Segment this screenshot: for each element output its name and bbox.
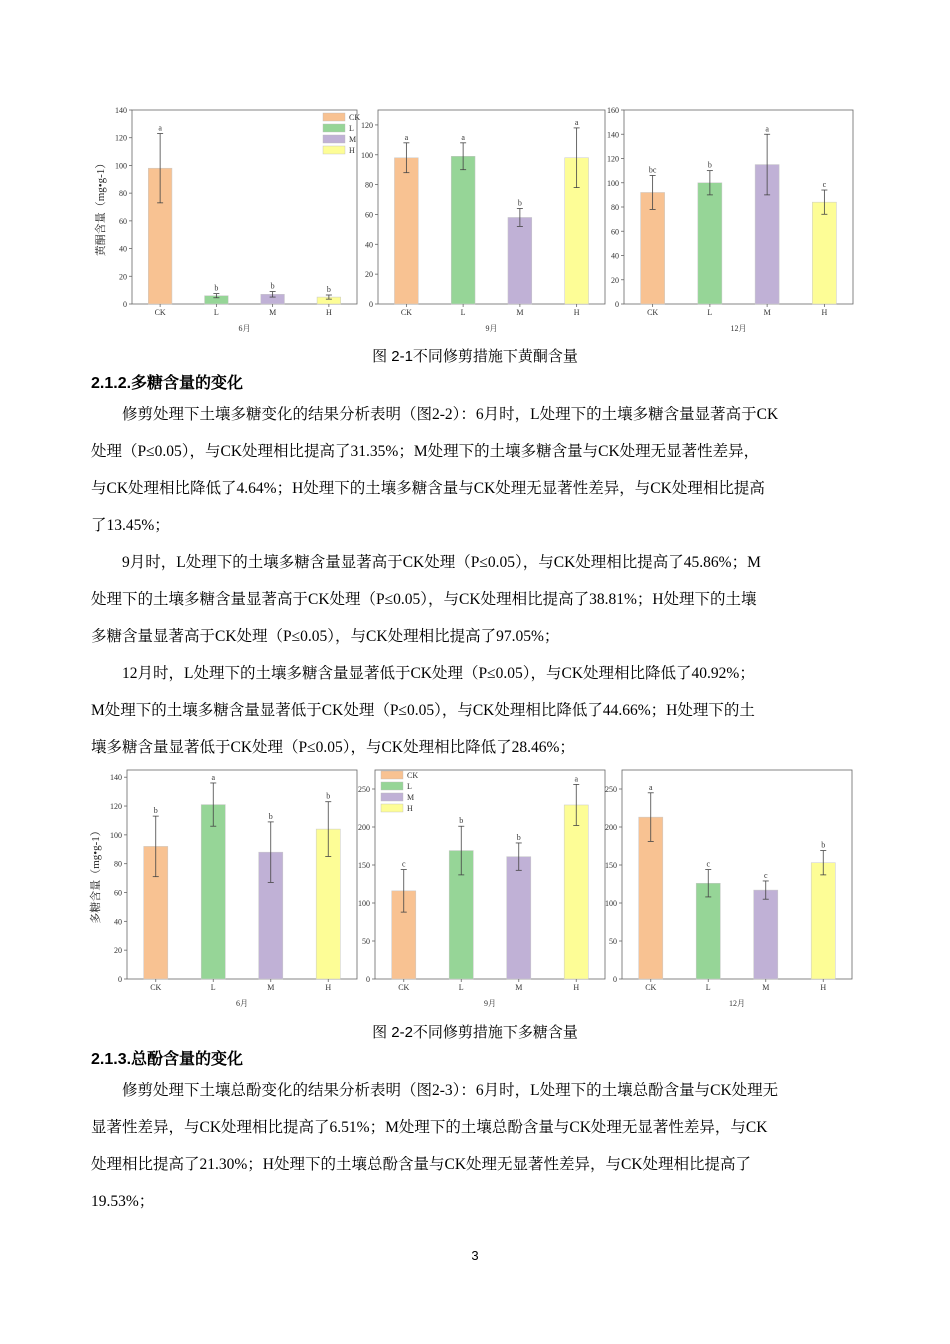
x-axis-label: 12月 bbox=[730, 324, 747, 333]
y-tick-label: 100 bbox=[607, 178, 619, 188]
y-tick-label: 100 bbox=[361, 150, 373, 160]
bar-L bbox=[201, 805, 225, 979]
paragraph-line: 处理下的土壤多糖含量显著高于CK处理（P≤0.05），与CK处理相比提高了38.81%；H处理下的土壤 bbox=[91, 591, 757, 608]
paragraph-line: 处理（P≤0.05），与CK处理相比提高了31.35%；M处理下的土壤多糖含量与CK处理无显著性差异， bbox=[91, 443, 760, 460]
legend-swatch-CK bbox=[381, 771, 403, 779]
x-tick-label: H bbox=[325, 308, 332, 317]
significance-letter: c bbox=[706, 859, 711, 869]
y-tick-label: 0 bbox=[615, 300, 619, 309]
significance-letter: c bbox=[822, 180, 827, 190]
x-tick-label: M bbox=[267, 983, 275, 992]
page-number: 3 bbox=[471, 1248, 479, 1263]
caption-label: 图 2-2 bbox=[372, 1024, 413, 1041]
figure-2-1-charts bbox=[0, 100, 950, 335]
x-tick-label: H bbox=[573, 308, 580, 317]
legend-label: M bbox=[349, 135, 357, 144]
significance-letter: b bbox=[268, 811, 273, 821]
y-tick-label: 120 bbox=[110, 802, 122, 812]
figure-2-1 bbox=[0, 100, 950, 335]
x-tick-label: M bbox=[516, 308, 524, 317]
caption-label: 图 2-1 bbox=[372, 348, 413, 365]
y-tick-label: 140 bbox=[607, 130, 619, 140]
y-tick-label: 80 bbox=[365, 180, 373, 190]
x-axis-label: 9月 bbox=[485, 324, 498, 333]
x-tick-label: M bbox=[763, 308, 771, 317]
x-tick-label: L bbox=[213, 308, 219, 317]
caption-text: 不同修剪措施下多糖含量 bbox=[412, 1025, 578, 1041]
y-tick-label: 100 bbox=[110, 830, 122, 840]
y-tick-label: 120 bbox=[361, 120, 373, 130]
y-tick-label: 0 bbox=[366, 975, 370, 984]
y-tick-label: 250 bbox=[358, 785, 370, 794]
significance-letter: a bbox=[765, 124, 769, 134]
y-tick-label: 150 bbox=[605, 861, 617, 870]
paragraph-line: M处理下的土壤多糖含量显著低于CK处理（P≤0.05），与CK处理相比降低了44.66%；H处理下的土 bbox=[91, 702, 755, 719]
x-tick-label: CK bbox=[150, 983, 162, 992]
y-tick-label: 20 bbox=[119, 272, 127, 282]
paragraph-line: 显著性差异，与CK处理相比提高了6.51%；M处理下的土壤总酚含量与CK处理无显著性差异，与CK bbox=[91, 1119, 768, 1136]
significance-letter: c bbox=[763, 870, 768, 880]
significance-letter: a bbox=[648, 782, 653, 792]
y-axis-label: 黄酮含量（mg•g-1） bbox=[95, 157, 107, 257]
significance-letter: b bbox=[459, 816, 464, 826]
legend-swatch-M bbox=[381, 793, 403, 801]
chart-panel bbox=[607, 106, 853, 333]
x-tick-label: M bbox=[515, 983, 523, 992]
bar-M bbox=[507, 857, 531, 979]
y-tick-label: 40 bbox=[365, 240, 373, 250]
significance-letter: b bbox=[270, 281, 275, 291]
legend-label: H bbox=[407, 804, 413, 813]
x-axis-label: 12月 bbox=[729, 999, 745, 1008]
legend-swatch-CK bbox=[323, 113, 345, 121]
x-tick-label: L bbox=[705, 983, 711, 992]
paragraph-line: 多糖含量显著高于CK处理（P≤0.05），与CK处理相比提高了97.05%； bbox=[91, 628, 560, 645]
paragraph-line: 修剪处理下土壤多糖变化的结果分析表明（图2-2）：6月时，L处理下的土壤多糖含量显著高于CK bbox=[122, 406, 779, 423]
y-tick-label: 140 bbox=[115, 106, 127, 115]
legend-label: L bbox=[349, 124, 354, 133]
y-tick-label: 160 bbox=[607, 106, 619, 115]
x-tick-label: CK bbox=[398, 983, 410, 992]
y-tick-label: 100 bbox=[115, 161, 127, 171]
significance-letter: a bbox=[574, 117, 579, 127]
legend-swatch-M bbox=[323, 135, 345, 143]
x-tick-label: H bbox=[821, 308, 828, 317]
figure-2-1-caption bbox=[0, 345, 950, 366]
x-tick-label: L bbox=[707, 308, 713, 317]
x-tick-label: CK bbox=[400, 308, 412, 317]
x-tick-label: M bbox=[762, 983, 770, 992]
bar-CK bbox=[394, 158, 418, 304]
bar-M bbox=[508, 217, 532, 304]
bar-L bbox=[698, 183, 722, 304]
legend-label: M bbox=[407, 793, 415, 802]
paragraph-line: 19.53%； bbox=[91, 1193, 155, 1210]
y-tick-label: 0 bbox=[118, 975, 122, 984]
legend-swatch-H bbox=[381, 804, 403, 812]
y-tick-label: 40 bbox=[119, 244, 127, 254]
paragraph-line: 修剪处理下土壤总酚变化的结果分析表明（图2-3）：6月时，L处理下的土壤总酚含量与CK处理无 bbox=[122, 1082, 779, 1099]
y-tick-label: 80 bbox=[114, 859, 122, 869]
y-tick-label: 50 bbox=[609, 937, 617, 946]
y-tick-label: 80 bbox=[611, 203, 619, 212]
y-tick-label: 40 bbox=[611, 251, 619, 261]
y-tick-label: 100 bbox=[358, 899, 370, 908]
x-tick-label: L bbox=[210, 983, 216, 992]
significance-letter: b bbox=[153, 806, 158, 816]
paragraph-polysaccharide bbox=[91, 396, 861, 766]
y-tick-label: 200 bbox=[605, 823, 617, 832]
significance-letter: bc bbox=[648, 165, 657, 175]
significance-letter: b bbox=[326, 791, 331, 801]
x-tick-label: CK bbox=[645, 983, 657, 992]
legend-label: L bbox=[407, 782, 412, 791]
significance-letter: a bbox=[211, 772, 216, 782]
significance-letter: c bbox=[401, 859, 406, 869]
significance-letter: b bbox=[517, 198, 522, 208]
y-tick-label: 20 bbox=[365, 270, 373, 280]
significance-letter: a bbox=[461, 132, 465, 142]
chart-panel bbox=[361, 110, 605, 333]
x-tick-label: CK bbox=[647, 308, 659, 317]
y-tick-label: 40 bbox=[114, 917, 122, 927]
x-axis-label: 6月 bbox=[238, 324, 251, 333]
significance-letter: a bbox=[404, 132, 409, 142]
paragraph-total-phenol bbox=[91, 1072, 861, 1220]
significance-letter: b bbox=[707, 160, 712, 170]
paragraph-line: 与CK处理相比降低了4.64%；H处理下的土壤多糖含量与CK处理无显著性差异，与CK处理相比提高 bbox=[91, 480, 765, 497]
y-tick-label: 80 bbox=[119, 189, 127, 199]
bar-H bbox=[812, 202, 836, 304]
x-tick-label: CK bbox=[154, 308, 166, 317]
figure-2-2 bbox=[0, 765, 950, 1010]
y-tick-label: 20 bbox=[114, 946, 122, 956]
y-tick-label: 60 bbox=[114, 888, 122, 898]
figure-2-2-caption bbox=[0, 1021, 950, 1042]
y-tick-label: 100 bbox=[605, 899, 617, 908]
paragraph-line: 壤多糖含量显著低于CK处理（P≤0.05），与CK处理相比降低了28.46%； bbox=[91, 739, 575, 756]
legend bbox=[323, 113, 360, 155]
chart-panel bbox=[93, 106, 360, 333]
significance-letter: b bbox=[326, 284, 331, 294]
bar-H bbox=[811, 863, 835, 979]
x-tick-label: H bbox=[325, 983, 332, 992]
figure-2-2-charts bbox=[0, 765, 950, 1010]
y-tick-label: 0 bbox=[369, 300, 373, 309]
significance-letter: a bbox=[574, 774, 579, 784]
significance-letter: b bbox=[516, 832, 521, 842]
y-tick-label: 250 bbox=[605, 785, 617, 794]
section-heading-total-phenol: 2.1.3.总酚含量的变化 bbox=[91, 1051, 244, 1068]
chart-panel bbox=[605, 770, 852, 1008]
x-tick-label: H bbox=[573, 983, 580, 992]
x-axis-label: 9月 bbox=[484, 999, 496, 1008]
x-tick-label: M bbox=[269, 308, 277, 317]
significance-letter: a bbox=[158, 123, 162, 133]
y-tick-label: 0 bbox=[613, 975, 617, 984]
y-tick-label: 60 bbox=[365, 210, 373, 220]
y-tick-label: 140 bbox=[110, 773, 122, 783]
legend-label: H bbox=[349, 146, 355, 155]
bar-M bbox=[754, 890, 778, 979]
bar-L bbox=[696, 883, 720, 979]
paragraph-line: 处理相比提高了21.30%；H处理下的土壤总酚含量与CK处理无显著性差异，与CK处理相比提高了 bbox=[91, 1156, 752, 1173]
legend-label: CK bbox=[349, 113, 361, 122]
y-tick-label: 60 bbox=[611, 227, 619, 237]
legend-label: CK bbox=[407, 771, 419, 780]
x-tick-label: L bbox=[458, 983, 464, 992]
y-tick-label: 150 bbox=[358, 861, 370, 870]
x-axis-label: 6月 bbox=[236, 999, 248, 1008]
y-tick-label: 120 bbox=[607, 154, 619, 164]
significance-letter: b bbox=[821, 840, 826, 850]
y-tick-label: 20 bbox=[611, 275, 619, 285]
y-tick-label: 0 bbox=[123, 300, 127, 309]
x-tick-label: H bbox=[820, 983, 827, 992]
y-tick-label: 50 bbox=[362, 937, 370, 946]
chart-panel bbox=[358, 770, 605, 1008]
section-heading-polysaccharide: 2.1.2.多糖含量的变化 bbox=[91, 375, 244, 392]
y-tick-label: 200 bbox=[358, 823, 370, 832]
paragraph-line: 9月时，L处理下的土壤多糖含量显著高于CK处理（P≤0.05），与CK处理相比提高了45.86%；M bbox=[122, 554, 761, 571]
legend bbox=[381, 771, 418, 813]
legend-swatch-L bbox=[323, 124, 345, 132]
bar-L bbox=[451, 156, 475, 304]
y-axis-label: 多糖含量（mg•g-1） bbox=[90, 825, 102, 924]
legend-swatch-H bbox=[323, 146, 345, 154]
legend-swatch-L bbox=[381, 782, 403, 790]
significance-letter: b bbox=[214, 283, 219, 293]
x-tick-label: L bbox=[460, 308, 466, 317]
bar-H bbox=[564, 805, 588, 979]
paragraph-line: 了13.45%； bbox=[91, 517, 170, 534]
y-tick-label: 60 bbox=[119, 216, 127, 226]
chart-panel bbox=[88, 770, 357, 1008]
caption-text: 不同修剪措施下黄酮含量 bbox=[412, 349, 578, 365]
paragraph-line: 12月时，L处理下的土壤多糖含量显著低于CK处理（P≤0.05），与CK处理相比降低了40.92%； bbox=[122, 665, 755, 682]
y-tick-label: 120 bbox=[115, 133, 127, 143]
